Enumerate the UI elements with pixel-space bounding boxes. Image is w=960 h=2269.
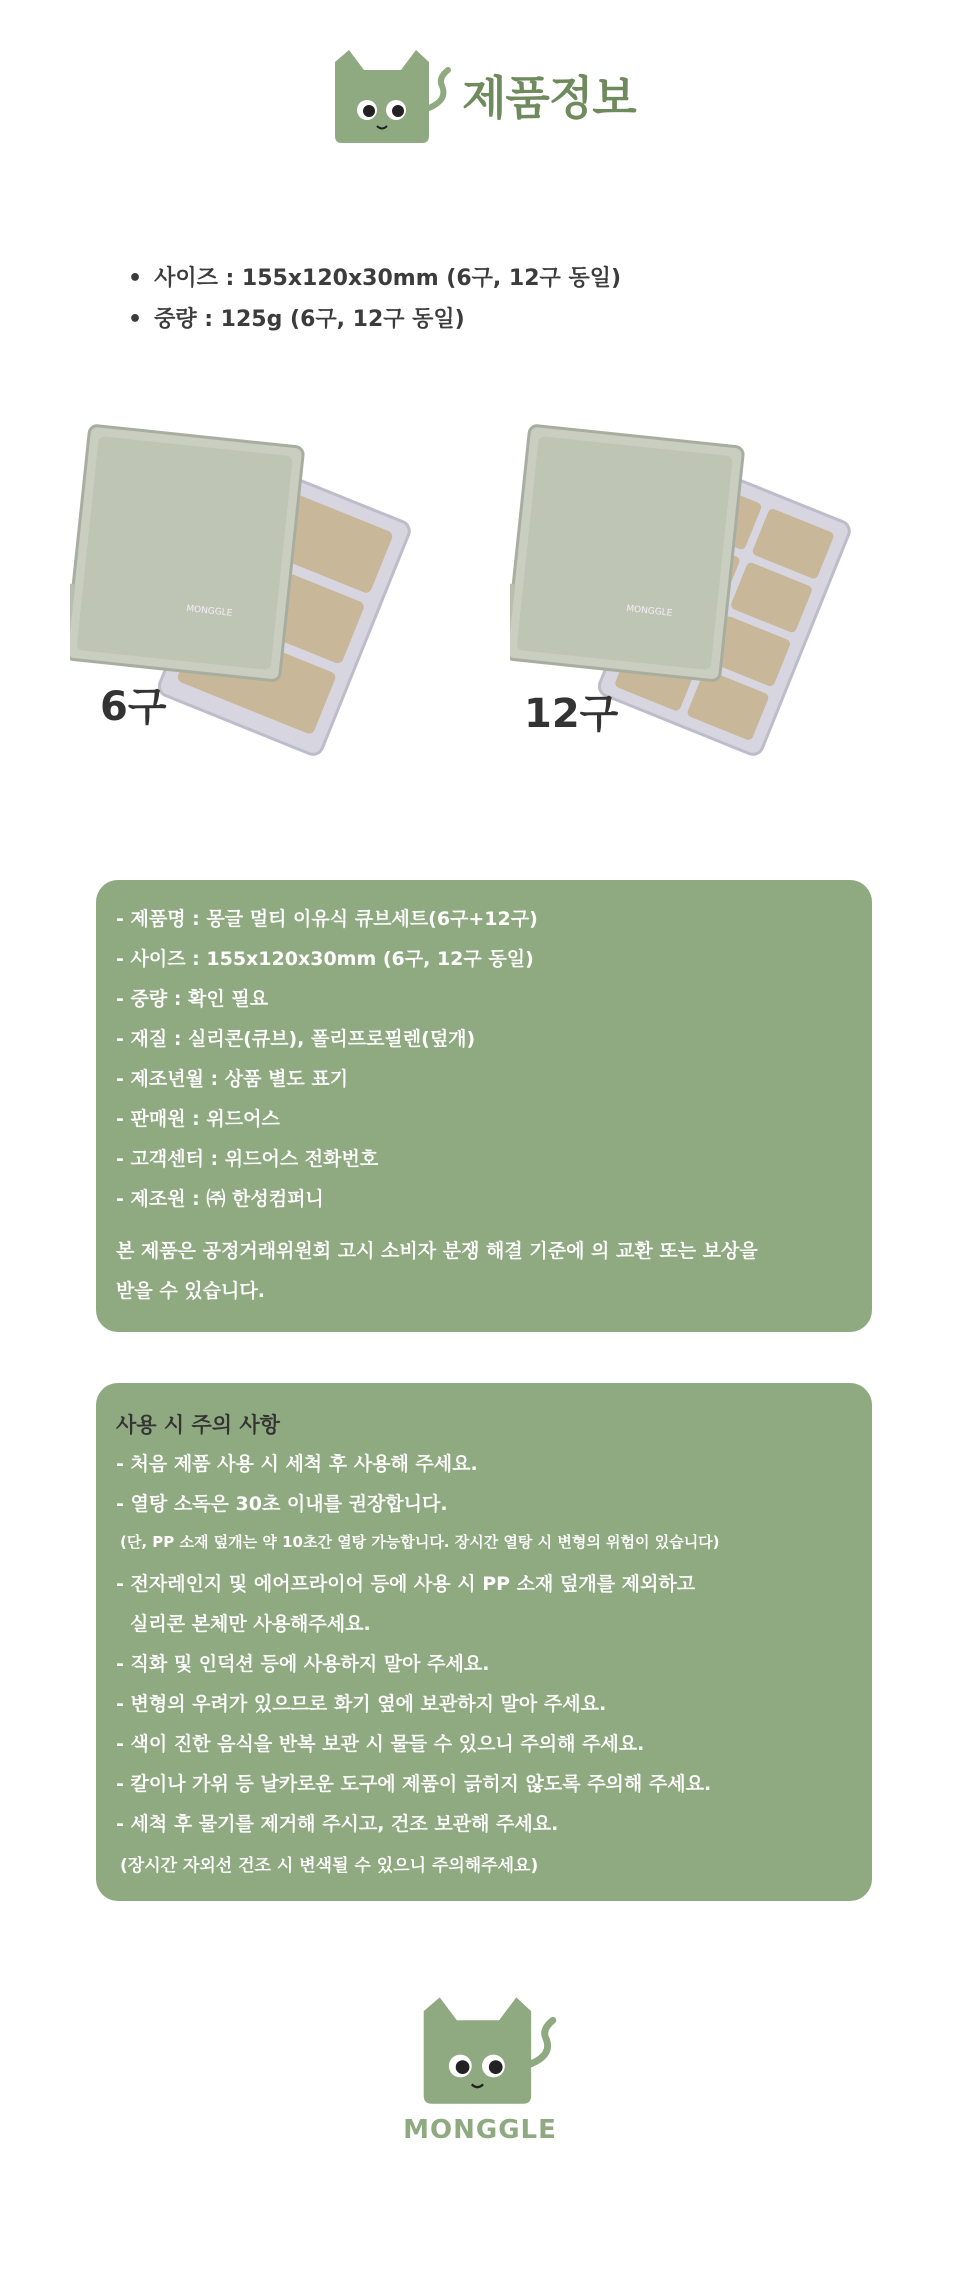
- page-title: 제품정보: [462, 71, 636, 125]
- cat-mascot-icon: [330, 48, 470, 144]
- caution-title: 사용 시 주의 사항: [116, 1413, 280, 1437]
- spec-weight: • 중량 : 125g (6구, 12구 동일): [128, 299, 621, 340]
- info-line: - 사이즈 : 155x120x30mm (6구, 12구 동일): [116, 948, 534, 970]
- caution-line: 실리콘 본체만 사용해주세요.: [130, 1613, 371, 1635]
- info-line: - 판매원 : 위드어스: [116, 1108, 280, 1130]
- caution-line: - 세척 후 물기를 제거해 주시고, 건조 보관해 주세요.: [116, 1813, 559, 1835]
- brand-logo-text: MONGGLE: [403, 2115, 557, 2145]
- page-header: [0, 40, 960, 150]
- info-line: - 중량 : 확인 필요: [116, 988, 269, 1010]
- info-line: - 제조원 : ㈜ 한성컴퍼니: [116, 1188, 324, 1210]
- product-12-image: [510, 420, 890, 760]
- caution-box: [96, 1383, 872, 1901]
- product-info-box: [96, 880, 872, 1332]
- lid-brand-text: MONGGLE: [625, 604, 673, 619]
- info-line: - 제품명 : 몽글 멀티 이유식 큐브세트(6구+12구): [116, 908, 538, 930]
- info-line: - 재질 : 실리콘(큐브), 폴리프로필렌(덮개): [116, 1028, 476, 1050]
- info-notice: 본 제품은 공정거래위원회 고시 소비자 분쟁 해결 기준에 의 교환 또는 보상을: [116, 1240, 758, 1262]
- caution-note: (단, PP 소재 덮개는 약 10초간 열탕 가능합니다. 장시간 열탕 시 변형의 위험이 있습니다): [120, 1533, 720, 1551]
- lid-brand-text: MONGGLE: [185, 604, 233, 619]
- product-6-label: 6구: [100, 684, 167, 730]
- caution-line: - 변형의 우려가 있으므로 화기 옆에 보관하지 말아 주세요.: [116, 1693, 607, 1715]
- cat-mascot-icon: [418, 1995, 578, 2105]
- info-line: - 제조년월 : 상품 별도 표기: [116, 1068, 349, 1090]
- product-12-label: 12구: [524, 691, 619, 737]
- info-line: - 고객센터 : 위드어스 전화번호: [116, 1148, 379, 1170]
- brand-logo: [390, 2111, 570, 2147]
- spec-list: [128, 258, 621, 340]
- spec-size: • 사이즈 : 155x120x30mm (6구, 12구 동일): [128, 258, 621, 299]
- caution-line: - 칼이나 가위 등 날카로운 도구에 제품이 긁히지 않도록 주의해 주세요.: [116, 1773, 712, 1795]
- product-6-image: [70, 420, 450, 760]
- caution-line: - 열탕 소독은 30초 이내를 권장합니다.: [116, 1493, 448, 1515]
- caution-note: (장시간 자외선 건조 시 변색될 수 있으니 주의해주세요): [120, 1856, 539, 1876]
- caution-line: - 직화 및 인덕션 등에 사용하지 말아 주세요.: [116, 1653, 490, 1675]
- info-notice: 받을 수 있습니다.: [116, 1280, 265, 1302]
- caution-line: - 전자레인지 및 에어프라이어 등에 사용 시 PP 소재 덮개를 제외하고: [116, 1573, 696, 1595]
- caution-line: - 색이 진한 음식을 반복 보관 시 물들 수 있으니 주의해 주세요.: [116, 1733, 645, 1755]
- caution-line: - 처음 제품 사용 시 세척 후 사용해 주세요.: [116, 1453, 478, 1475]
